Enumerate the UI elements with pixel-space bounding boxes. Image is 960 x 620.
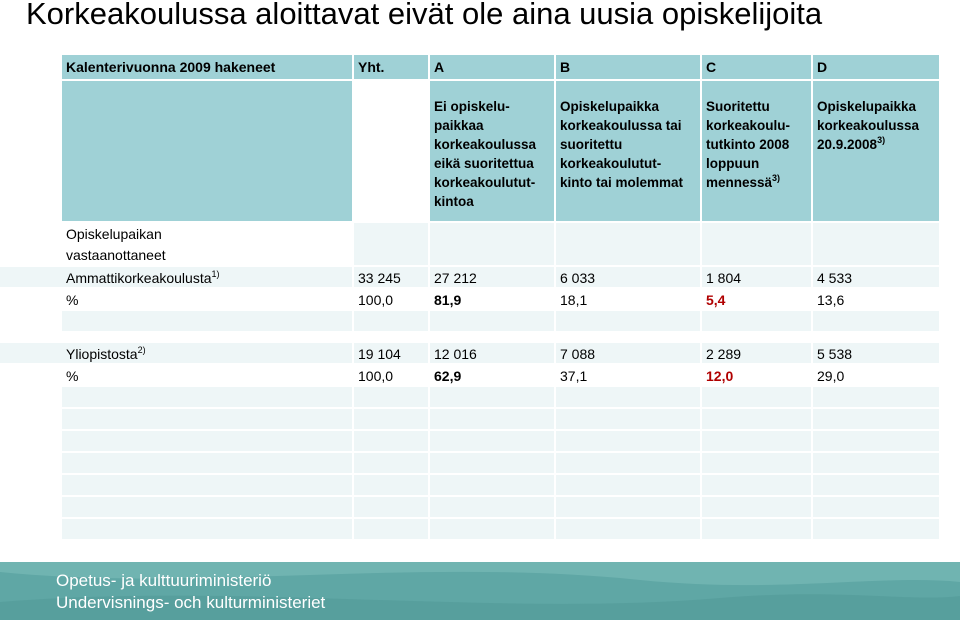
empty-cell [62, 519, 354, 541]
empty-cell [62, 475, 354, 497]
empty-cell [354, 223, 430, 267]
description-c-text: mennessä [706, 175, 773, 190]
empty-cell [62, 409, 354, 431]
empty-cell [813, 497, 941, 519]
cell-b: 7 088 [556, 343, 702, 365]
empty-cell [813, 453, 941, 475]
empty-cell [354, 387, 430, 409]
empty-cell [430, 519, 556, 541]
empty-cell [702, 475, 813, 497]
footnote-marker: 3) [772, 173, 781, 183]
cell-b: 18,1 [556, 289, 702, 311]
empty-cell [556, 409, 702, 431]
header-a: A [430, 55, 556, 81]
cell-a: 81,9 [430, 289, 556, 311]
row-label-text: Yliopistosta [66, 346, 138, 362]
empty-cell [62, 497, 354, 519]
description-total-blank [354, 81, 430, 223]
cell-c: 12,0 [702, 365, 813, 387]
description-c-line: korkeakoulu- [706, 118, 791, 133]
empty-cell [702, 431, 813, 453]
row-label [0, 267, 354, 289]
cell-b: 37,1 [556, 365, 702, 387]
empty-cell [813, 387, 941, 409]
empty-cell [702, 223, 813, 267]
empty-cell [430, 475, 556, 497]
description-d-text: 20.9.2008 [817, 137, 878, 152]
empty-row [62, 453, 941, 475]
data-table [62, 55, 941, 541]
empty-cell [813, 519, 941, 541]
section-label [0, 223, 354, 267]
spacer-row [62, 311, 941, 333]
table-description-row [62, 81, 941, 223]
empty-cell [556, 387, 702, 409]
description-d-line: korkeakoulussa [817, 118, 920, 133]
footnote-marker: 3) [877, 135, 886, 145]
header-b: B [556, 55, 702, 81]
description-d-line: Opiskelupaikka [817, 99, 917, 114]
description-c-line: Suoritettu [706, 99, 770, 114]
empty-cell [702, 409, 813, 431]
spacer-row [62, 333, 941, 343]
description-a [430, 81, 556, 223]
description-c-line: loppuun [706, 156, 760, 171]
description-b-line: suoritettu [560, 137, 623, 152]
empty-cell [556, 475, 702, 497]
cell-b: 6 033 [556, 267, 702, 289]
cell-d: 13,6 [813, 289, 941, 311]
cell-a: 62,9 [430, 365, 556, 387]
empty-cell [430, 431, 556, 453]
empty-cell [430, 497, 556, 519]
cell-c: 2 289 [702, 343, 813, 365]
description-d-line [817, 135, 935, 154]
empty-cell [813, 223, 941, 267]
ministry-name-swedish: Undervisnings- och kulturministeriet [56, 593, 326, 612]
empty-cell [556, 311, 702, 333]
empty-cell [556, 497, 702, 519]
section-label-line: Opiskelupaikan [66, 226, 162, 242]
table-row [0, 343, 941, 365]
cell-d: 29,0 [813, 365, 941, 387]
cell-c: 5,4 [702, 289, 813, 311]
footnote-marker: 2) [137, 345, 146, 355]
description-b-line: Opiskelupaikka [560, 99, 660, 114]
empty-cell [702, 453, 813, 475]
description-b-line: korkeakoulussa tai [560, 118, 682, 133]
empty-cell [556, 431, 702, 453]
row-label: % [0, 365, 354, 387]
empty-cell [354, 497, 430, 519]
cell-total: 100,0 [354, 365, 430, 387]
empty-row [62, 475, 941, 497]
description-a-line: korkeakoulussa [434, 137, 537, 152]
empty-cell [430, 223, 556, 267]
table-row [0, 365, 941, 387]
ministry-name-finnish: Opetus- ja kulttuuriministeriö [56, 571, 272, 590]
cell-d: 5 538 [813, 343, 941, 365]
empty-cell [354, 431, 430, 453]
empty-cell [354, 409, 430, 431]
row-label: % [0, 289, 354, 311]
empty-cell [354, 453, 430, 475]
header-d: D [813, 55, 941, 81]
empty-cell [430, 311, 556, 333]
empty-cell [702, 311, 813, 333]
description-b [556, 81, 702, 223]
table-row [0, 289, 941, 311]
section-label-row [0, 223, 941, 267]
empty-cell [430, 409, 556, 431]
description-b-line: korkeakoulutut- [560, 156, 662, 171]
empty-cell [813, 311, 941, 333]
description-a-line: paikkaa [434, 118, 484, 133]
empty-cell [702, 387, 813, 409]
empty-row [62, 497, 941, 519]
description-c-line: tutkinto 2008 [706, 137, 790, 152]
description-a-line: Ei opiskelu- [434, 99, 510, 114]
description-a-line: kintoa [434, 194, 474, 209]
cell-a: 27 212 [430, 267, 556, 289]
empty-cell [430, 453, 556, 475]
empty-cell [556, 223, 702, 267]
footnote-marker: 1) [211, 269, 220, 279]
empty-row [62, 409, 941, 431]
description-a-line: korkeakoulutut- [434, 175, 536, 190]
section-label-line: vastaanottaneet [66, 247, 166, 263]
description-b-line: kinto tai molemmat [560, 175, 684, 190]
empty-cell [354, 311, 430, 333]
cell-d: 4 533 [813, 267, 941, 289]
empty-cell [702, 497, 813, 519]
empty-row [62, 519, 941, 541]
empty-cell [62, 453, 354, 475]
empty-row [62, 431, 941, 453]
empty-cell [556, 519, 702, 541]
description-a-line: eikä suoritettua [434, 156, 534, 171]
header-period: Kalenterivuonna 2009 hakeneet [62, 55, 354, 81]
row-label [0, 343, 354, 365]
empty-cell [702, 519, 813, 541]
empty-cell [813, 431, 941, 453]
empty-cell [62, 311, 354, 333]
description-blank [62, 81, 354, 223]
row-label-text: Ammattikorkeakoulusta [66, 270, 212, 286]
description-d [813, 81, 941, 223]
cell-total: 100,0 [354, 289, 430, 311]
cell-total: 19 104 [354, 343, 430, 365]
cell-a: 12 016 [430, 343, 556, 365]
table-row [0, 267, 941, 289]
empty-cell [813, 409, 941, 431]
table-header-row [62, 55, 941, 81]
empty-cell [62, 387, 354, 409]
empty-cell [430, 387, 556, 409]
empty-cell [62, 431, 354, 453]
description-c [702, 81, 813, 223]
cell-total: 33 245 [354, 267, 430, 289]
empty-cell [354, 519, 430, 541]
empty-cell [354, 475, 430, 497]
empty-cell [556, 453, 702, 475]
cell-c: 1 804 [702, 267, 813, 289]
empty-cell [813, 475, 941, 497]
header-total: Yht. [354, 55, 430, 81]
description-c-line [706, 173, 807, 192]
empty-row [62, 387, 941, 409]
header-c: C [702, 55, 813, 81]
page-title: Korkeakoulussa aloittavat eivät ole aina uusia opiskelijoita [26, 0, 823, 31]
